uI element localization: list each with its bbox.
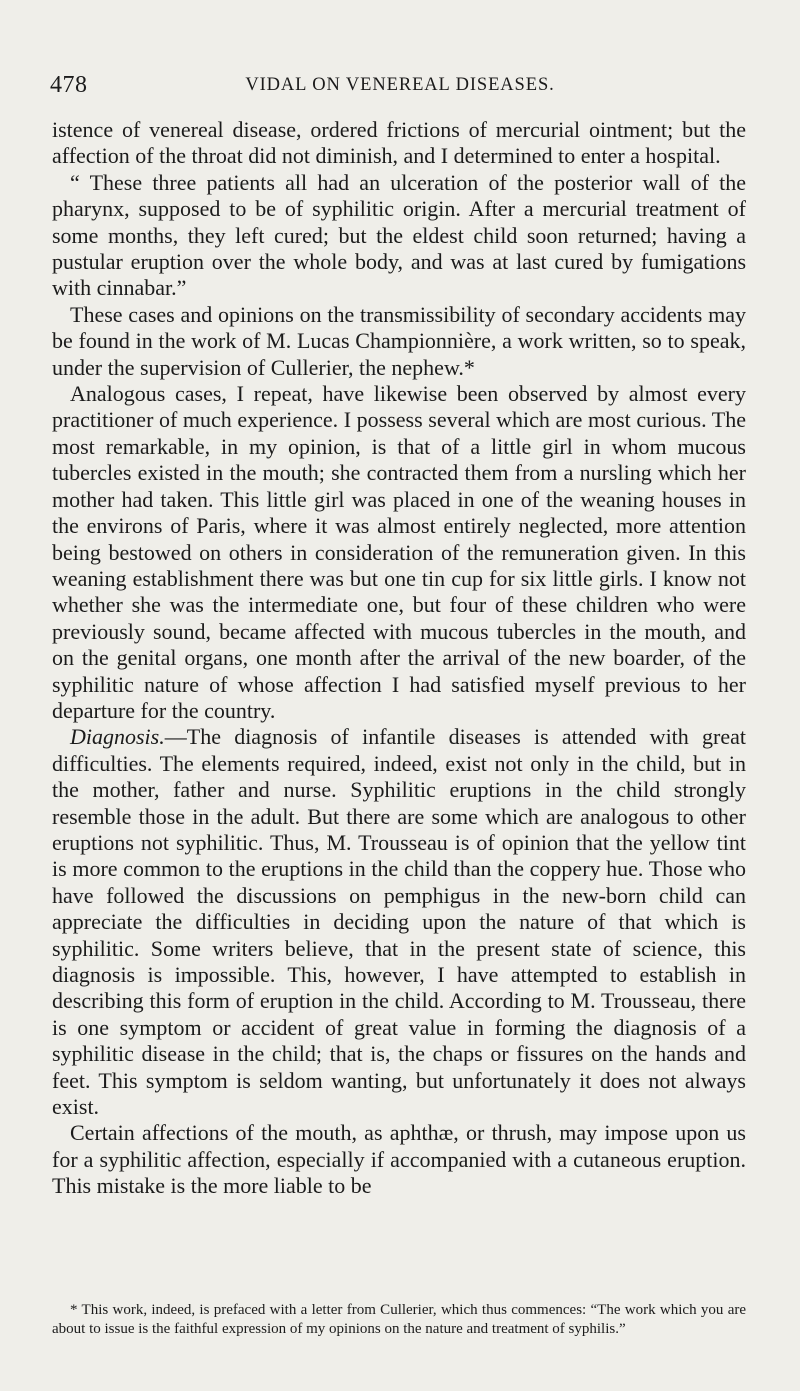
- diagnosis-heading: Diagnosis.: [70, 724, 165, 750]
- page-number: 478: [50, 72, 88, 98]
- paragraph-analogous-cases: Analogous cases, I repeat, have likewise been observed by almost every practitioner of much experience. I possess several which are most curious. The most remarkable, in my opinion, is that of a little girl in whom mucous tubercles existed in the mouth; she contracted them from a nursling which her mother had taken. This little girl was placed in one of the weaning houses in the environs of Paris, where it was almost entirely neglected, more attention being bestowed on others in consideration of the remuneration given. In this weaning establishment there was but one tin cup for six little girls. I know not whether she was the intermediate one, but four of these children who were previously sound, became affected with mucous tubercles in the mouth, and on the genital organs, one month after the arrival of the new boarder, of the syphilitic nature of whose affection I had satisfied myself previous to her departure for the country.: [52, 381, 746, 723]
- page-header: [50, 72, 750, 106]
- diagnosis-text: —The diagnosis of infantile diseases is attended with great difficulties. The elements required, indeed, exist not only in the child, but in the mother, father and nurse. Syphilitic eruptions in the child strongly resemble those in the adult. But there are some which are analogous to other eruptions not syphilitic. Thus, M. Trousseau is of opinion that the yellow tint is more common to the eruptions in the child than the coppery hue. Those who have followed the discussions on pemphigus in the new-born child can appreciate the difficulties in deciding upon the nature of that which is syphilitic. Some writers believe, that in the present state of science, this diagnosis is impossible. This, however, I have attempted to establish in describing this form of eruption in the child. According to M. Trousseau, there is one symptom or accident of great value in forming the diagnosis of a syphilitic disease in the child; that is, the chaps or fissures on the hands and feet. This symptom is seldom wanting, but unfortunately it does not always exist.: [52, 724, 746, 1120]
- body-text: [52, 117, 746, 1200]
- footnote: [52, 1301, 746, 1338]
- footnote-text: * This work, indeed, is prefaced with a letter from Cullerier, which thus commences: “The work which you are about to issue is the faithful expression of my opinions on the nature and treatment of syphilis.”: [52, 1302, 746, 1337]
- paragraph-continuation: istence of venereal disease, ordered frictions of mercurial ointment; but the affection of the throat did not diminish, and I determined to enter a hospital.: [52, 117, 746, 169]
- paragraph-quotation: “ These three patients all had an ulceration of the posterior wall of the pharynx, supposed to be of syphilitic origin. After a mercurial treatment of some months, they left cured; but the eldest child soon returned; having a pustular eruption over the whole body, and was at last cured by fumigations with cinnabar.”: [52, 169, 746, 301]
- paragraph-affections-of-mouth: Certain affections of the mouth, as aphthæ, or thrush, may impose upon us for a syphilitic affection, especially if accompanied with a cutaneous eruption. This mistake is the more liable to be: [52, 1120, 746, 1199]
- running-title: VIDAL ON VENEREAL DISEASES.: [245, 75, 555, 95]
- paragraph-diagnosis: [52, 724, 746, 1120]
- paragraph-cases-and-opinions: These cases and opinions on the transmissibility of secondary accidents may be found in the work of M. Lucas Championnière, a work written, so to speak, under the supervision of Cullerier, the nephew.*: [52, 301, 746, 380]
